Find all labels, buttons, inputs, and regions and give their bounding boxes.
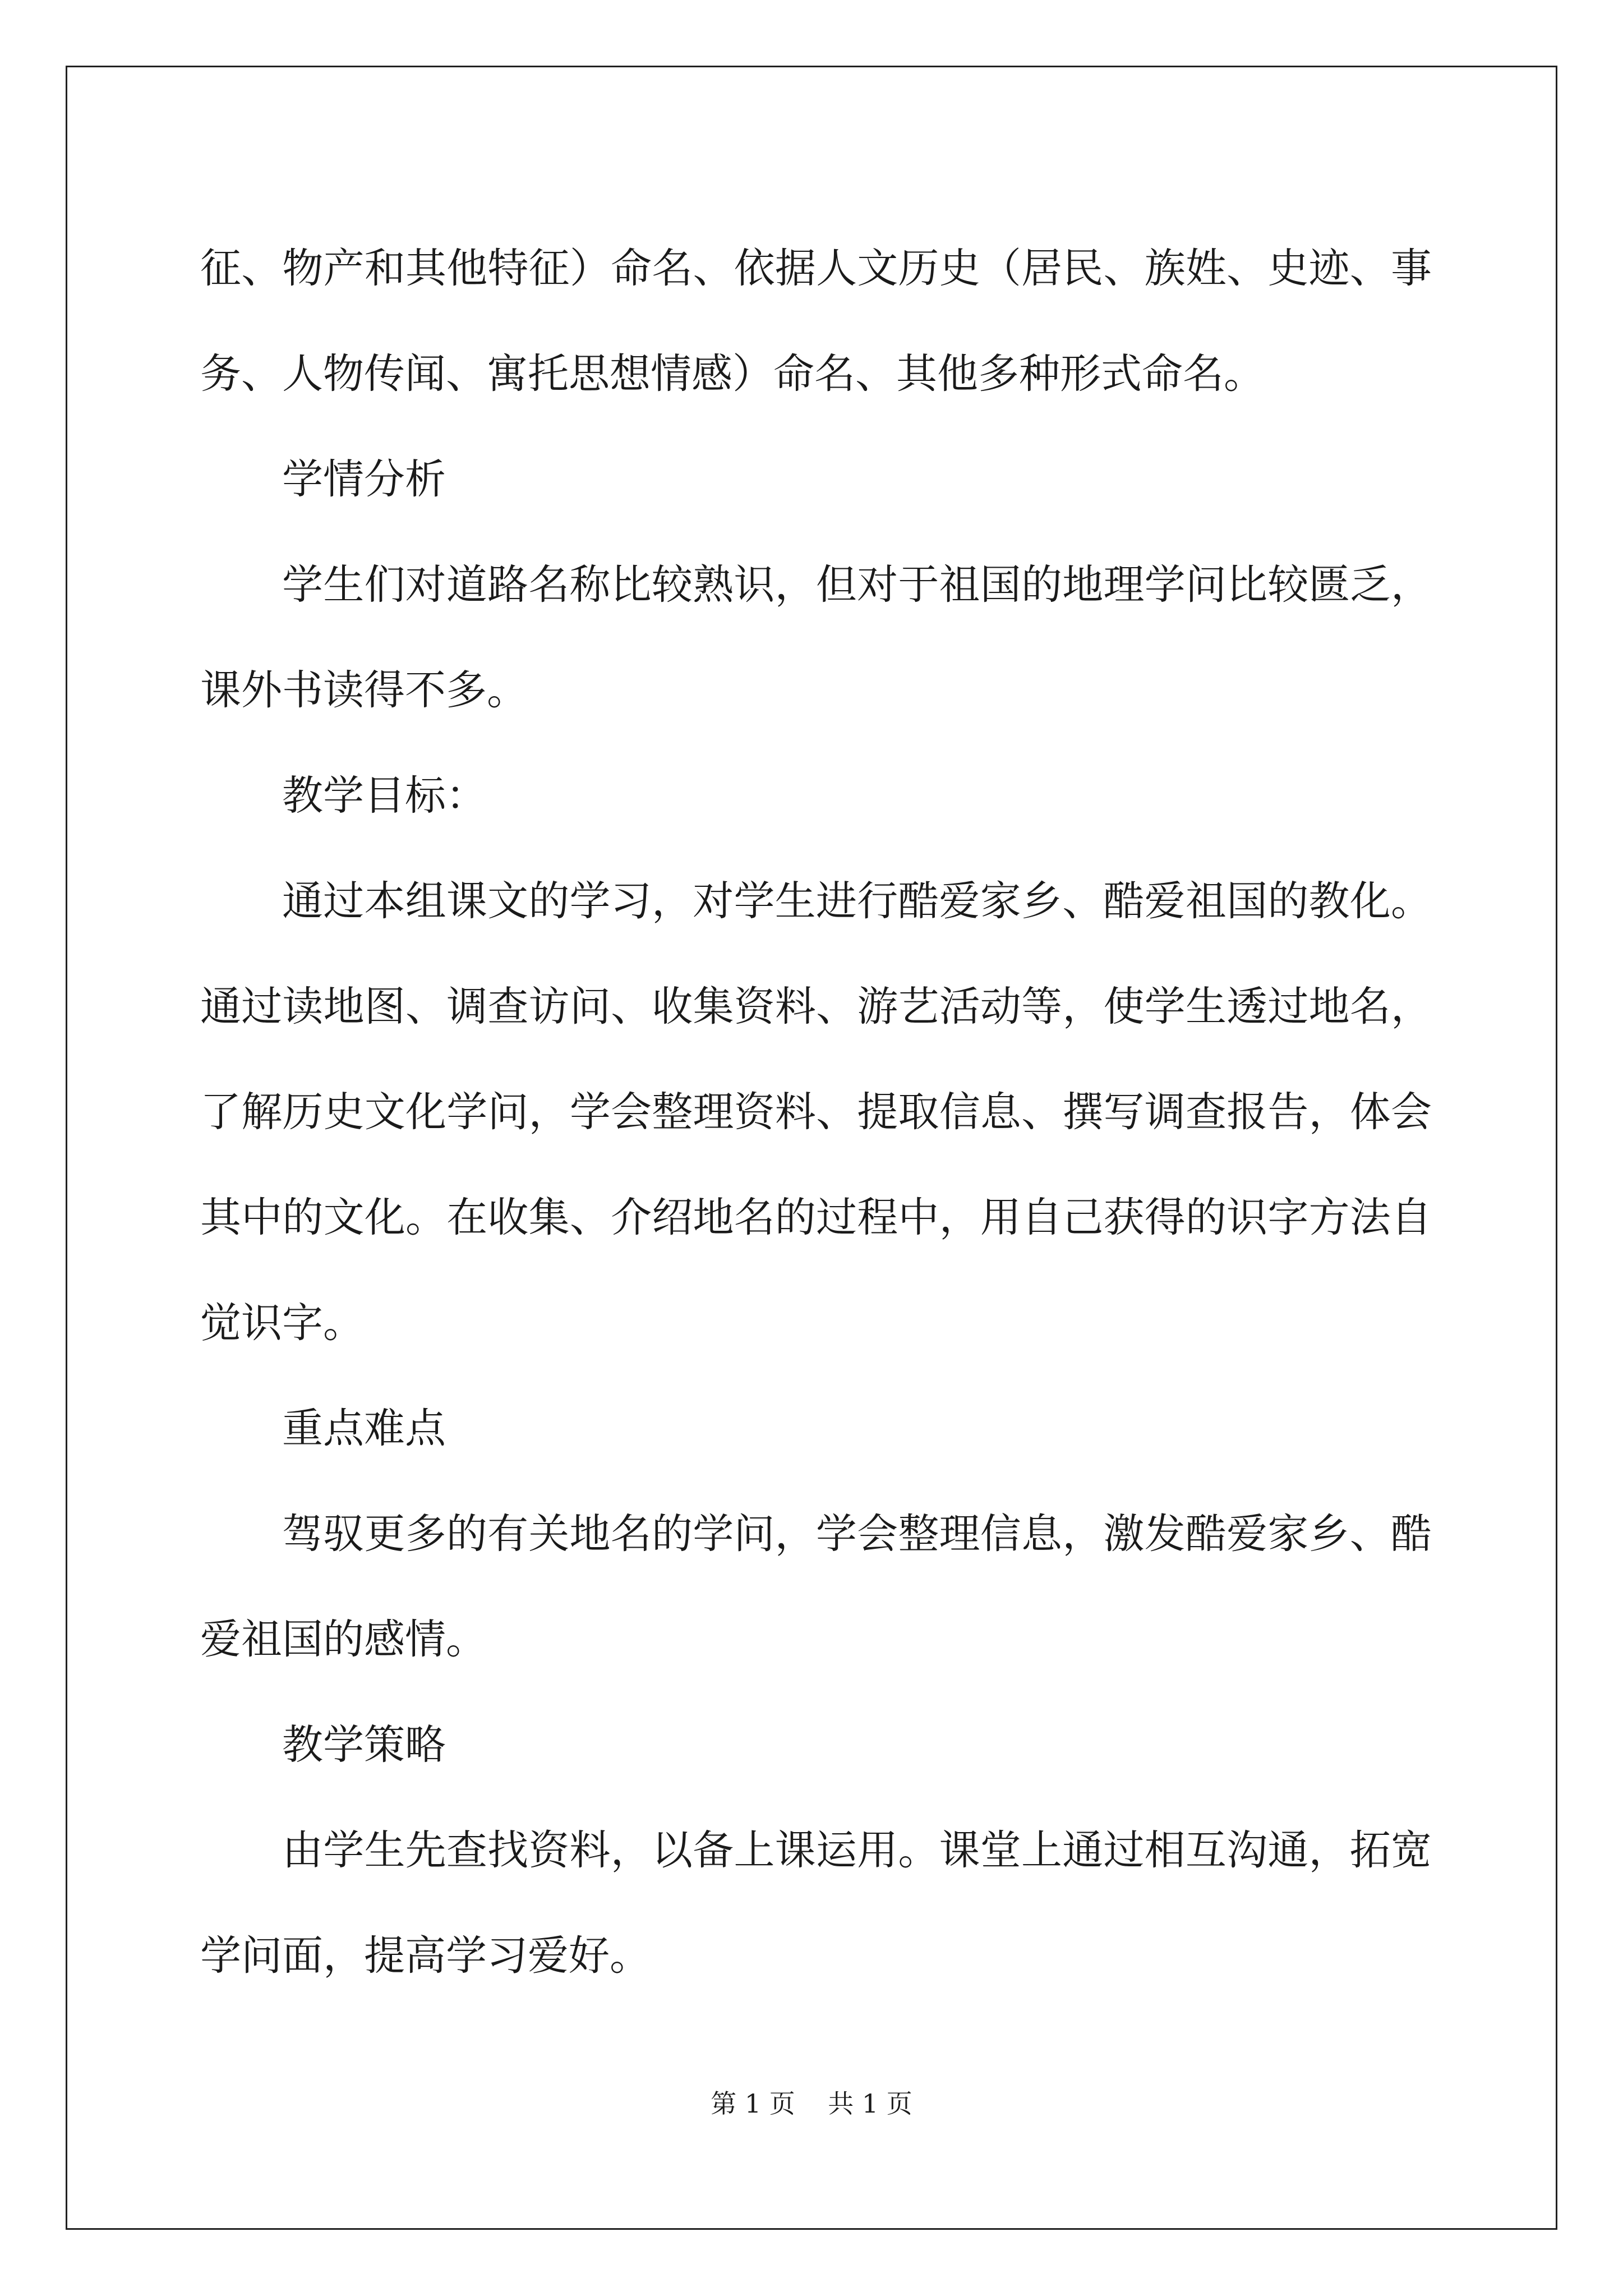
paragraph-teaching-goals: 通过本组课文的学习，对学生进行酷爱家乡、酷爱祖国的教化。通过读地图、调查访问、收集资料、游艺活动等，使学生透过地名，了解历史文化学问，学会整理资料、提取信息、撰写调查报告，体会其中的文化。在收集、介绍地名的过程中，用自己获得的识字方法自觉识字。	[200, 877, 1432, 1347]
section-heading-teaching-strategy: 教学策略	[282, 1721, 446, 1769]
section-heading-learning-analysis: 学情分析	[282, 455, 446, 503]
section-heading-key-difficulties: 重点难点	[282, 1405, 446, 1452]
document-body	[200, 216, 1432, 2009]
section-heading-teaching-goals: 教学目标：	[282, 772, 487, 820]
paragraph-learning-analysis: 学生们对道路名称比较熟识，但对于祖国的地理学问比较匮乏，课外书读得不多。	[200, 561, 1432, 714]
paragraph-continuation: 征、物产和其他特征）命名、依据人文历史（居民、族姓、史迹、事务、人物传闻、寓托思想情感）命名、其他多种形式命名。	[200, 245, 1432, 398]
page-footer	[0, 2087, 1623, 2120]
paragraph-teaching-strategy: 由学生先查找资料，以备上课运用。课堂上通过相互沟通，拓宽学问面，提高学习爱好。	[200, 1826, 1432, 1980]
page-total: 共 1 页	[828, 2088, 912, 2119]
page-number: 第 1 页	[711, 2088, 795, 2119]
paragraph-key-difficulties: 驾驭更多的有关地名的学问，学会整理信息，激发酷爱家乡、酷爱祖国的感情。	[200, 1510, 1432, 1663]
